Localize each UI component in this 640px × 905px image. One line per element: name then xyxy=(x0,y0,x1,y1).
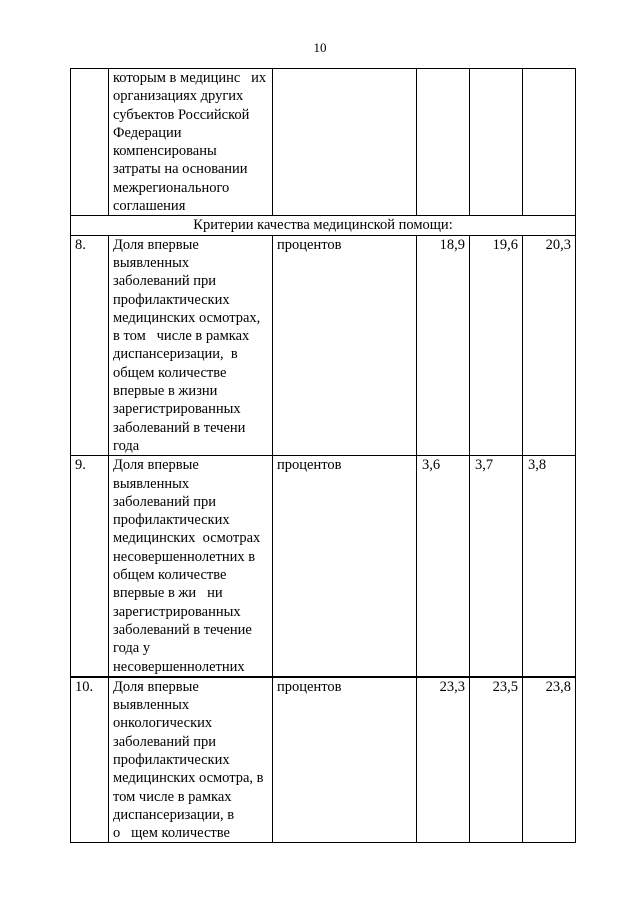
section-header-row xyxy=(71,216,576,235)
text-line: профилактических xyxy=(113,512,230,529)
text-line: том числе в рамках xyxy=(113,788,232,805)
text-line: заболеваний при xyxy=(113,733,217,750)
unit-cell: процентов xyxy=(273,677,417,843)
section-header: Критерии качества медицинской помощи: xyxy=(71,216,576,235)
value-cell: 23,5 xyxy=(470,677,523,843)
value-cell: 19,6 xyxy=(470,235,523,456)
text-line: года xyxy=(113,437,140,454)
value-cell: 18,9 xyxy=(417,235,470,456)
text-line: заболеваний в течение xyxy=(113,621,252,638)
text-line: выявленных xyxy=(113,475,190,492)
indicator-name-cell xyxy=(109,677,273,843)
text-line: года у xyxy=(113,640,151,657)
unit-cell: процентов xyxy=(273,235,417,456)
text-line: заболеваний при xyxy=(113,493,217,510)
value-cell: 20,3 xyxy=(523,235,576,456)
text-line: заболеваний при xyxy=(113,273,217,290)
indicator-name-cell xyxy=(109,235,273,456)
text-line: общем количестве xyxy=(113,364,227,381)
table-row xyxy=(71,235,576,456)
row-number: 10. xyxy=(71,677,109,843)
text-line: впервые в жи ни xyxy=(113,585,223,602)
page-number: 10 xyxy=(313,40,327,55)
text-line: заболеваний в течени xyxy=(113,419,246,436)
text-line: организациях других xyxy=(113,88,244,105)
value-cell: 23,8 xyxy=(523,677,576,843)
text-line: несовершеннолетних в xyxy=(113,548,256,565)
text-line: выявленных xyxy=(113,697,190,714)
text-line: диспансеризации, в xyxy=(113,346,238,363)
text-line: межрегионального xyxy=(113,179,230,196)
text-line: субъектов Российской xyxy=(113,106,250,123)
text-line: соглашения xyxy=(113,198,186,215)
text-line: в том числе в рамках xyxy=(113,328,250,345)
row-number-cell xyxy=(71,69,109,216)
text-line: которым в медицинс их xyxy=(113,70,267,86)
table-row xyxy=(71,456,576,677)
text-line: Доля впервые xyxy=(113,457,199,474)
text-line: о щем количестве xyxy=(113,825,230,842)
value-cell: 3,8 xyxy=(523,456,576,677)
indicators-table xyxy=(70,68,576,843)
unit-cell xyxy=(273,69,417,216)
text-line: затраты на основании xyxy=(113,161,248,178)
text-line: диспансеризации, в xyxy=(113,806,235,823)
text-line: медицинских осмотрах, xyxy=(113,309,261,326)
row-number: 9. xyxy=(71,456,109,677)
text-line: медицинских осмотрах xyxy=(113,530,261,547)
text-line: выявленных xyxy=(113,254,190,271)
text-line: впервые в жизни xyxy=(113,383,218,400)
value-cell xyxy=(470,69,523,216)
text-line: зарегистрированных xyxy=(113,603,241,620)
text-line: медицинских осмотра, в xyxy=(113,770,264,787)
text-line: профилактических xyxy=(113,751,230,768)
row-number: 8. xyxy=(71,235,109,456)
value-cell: 3,7 xyxy=(470,456,523,677)
text-line: компенсированы xyxy=(113,143,217,160)
text-line: профилактических xyxy=(113,291,230,308)
text-line: Федерации xyxy=(113,124,182,141)
table-row-continued xyxy=(71,69,576,216)
indicator-name-cell xyxy=(109,456,273,677)
text-line: онкологических xyxy=(113,715,213,732)
text-line: несовершеннолетних xyxy=(113,658,245,675)
text-line: Доля впервые xyxy=(113,236,199,253)
value-cell xyxy=(417,69,470,216)
text-line: зарегистрированных xyxy=(113,401,241,418)
text-line: общем количестве xyxy=(113,567,227,584)
table-row xyxy=(71,677,576,843)
unit-cell: процентов xyxy=(273,456,417,677)
indicator-name-cell xyxy=(109,69,273,216)
value-cell xyxy=(523,69,576,216)
text-line: Доля впервые xyxy=(113,678,199,695)
value-cell: 3,6 xyxy=(417,456,470,677)
value-cell: 23,3 xyxy=(417,677,470,843)
